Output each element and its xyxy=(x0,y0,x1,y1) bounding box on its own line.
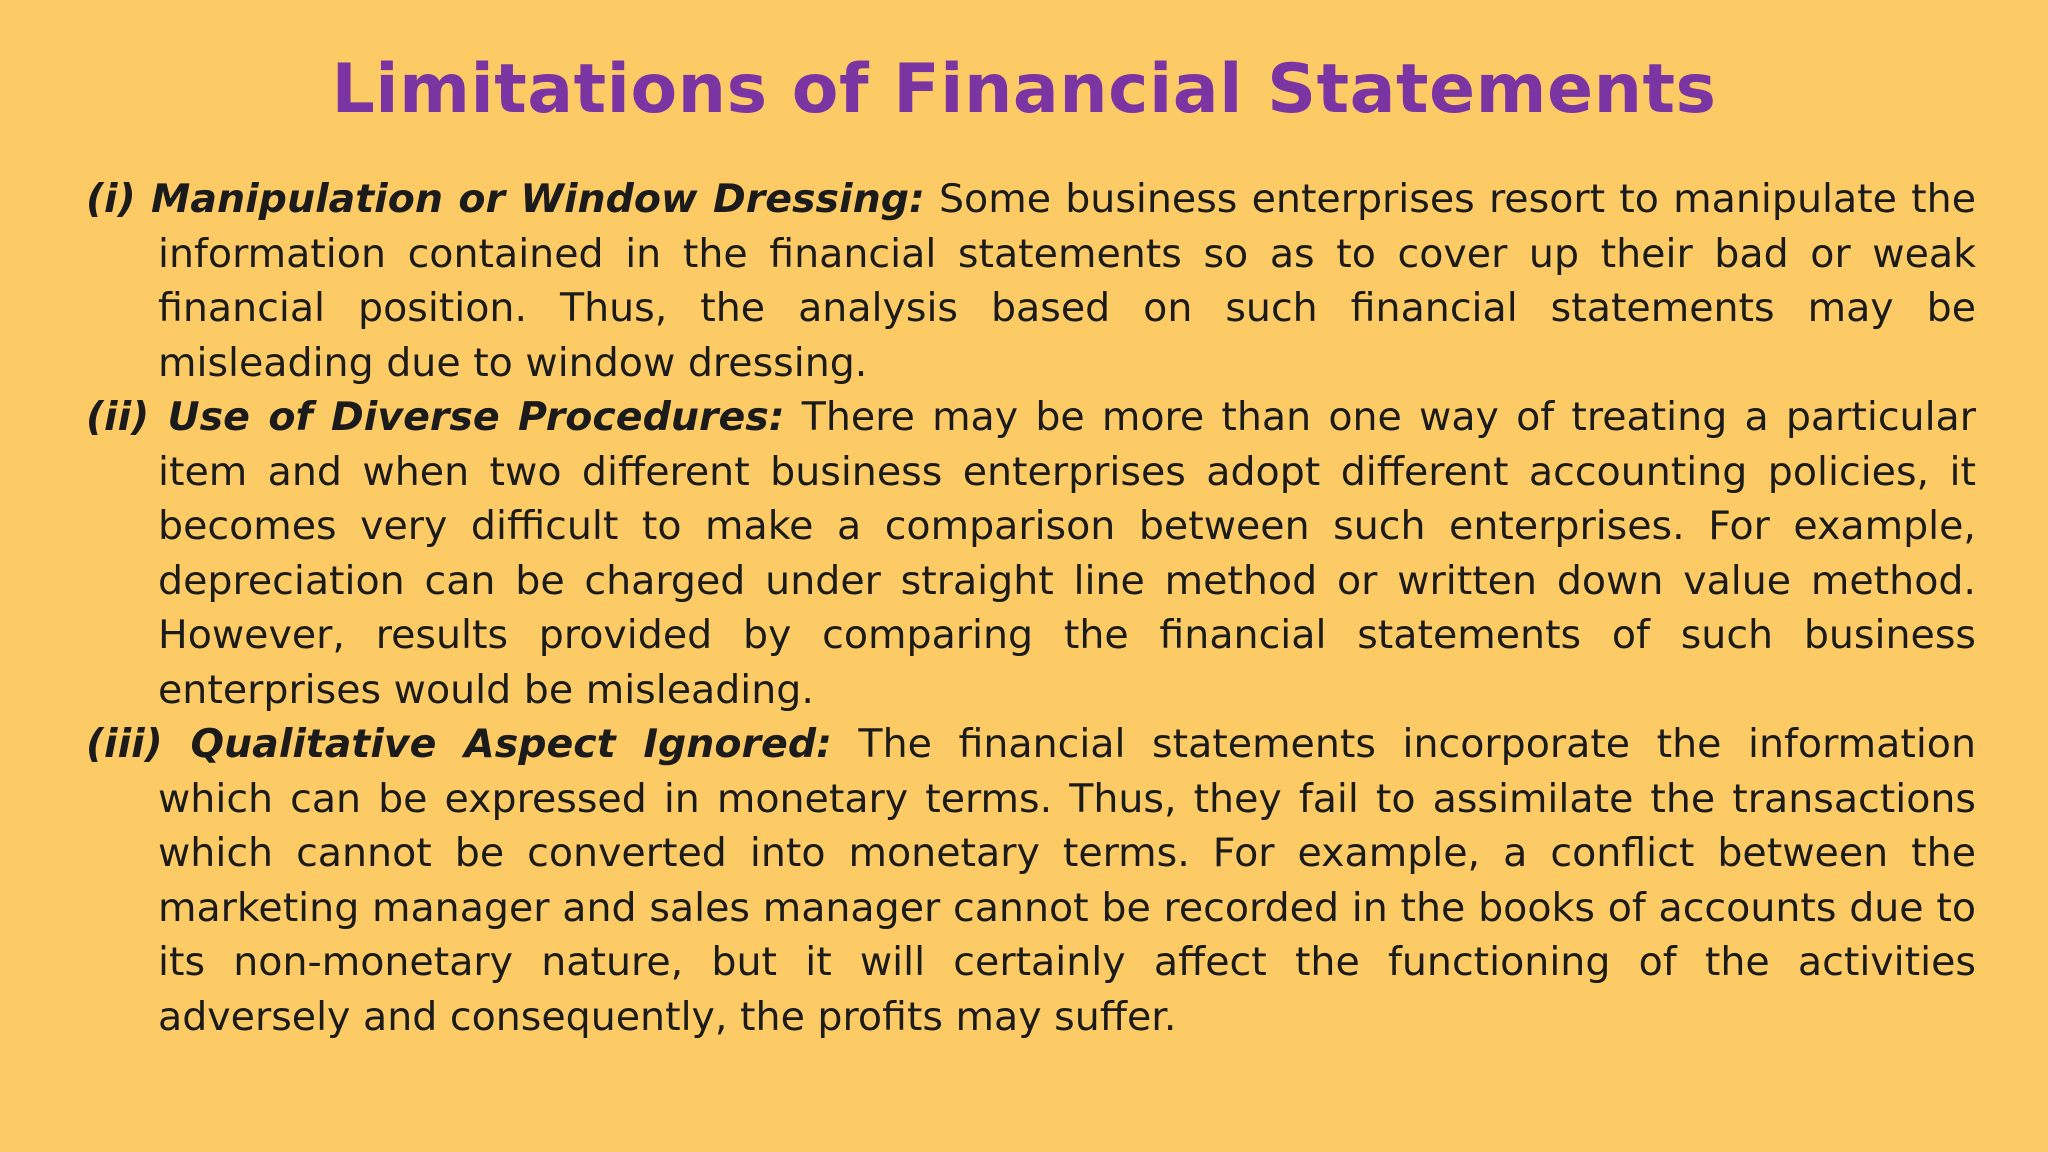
point-body: Some business enterprises resort to manipulate the information contained in the financial statements so as to cover up their bad or weak financial position. Thus, the analysis based on such financial statements may be misleading due to window dressing. xyxy=(158,176,1976,386)
point-heading: (iii) Qualitative Aspect Ignored: xyxy=(86,721,832,767)
point-heading: (i) Manipulation or Window Dressing: xyxy=(86,176,925,222)
point-body: There may be more than one way of treating a particular item and when two different business enterprises adopt different accounting policies, it becomes very difficult to make a comparison between such enterprises. For example, depreciation can be charged under straight line method or written down value method. However, results provided by comparing the financial statements of such business enterprises would be misleading. xyxy=(158,394,1976,713)
slide-title: Limitations of Financial Statements xyxy=(331,50,1717,129)
list-item-manipulation xyxy=(86,172,1976,390)
point-body: The financial statements incorporate the information which can be expressed in monetary terms. Thus, they fail to assimilate the transactions which cannot be converted into monetary terms. For example, a conflict between the marketing manager and sales manager cannot be recorded in the books of accounts due to its non-monetary nature, but it will certainly affect the functioning of the activities adversely and consequently, the profits may suffer. xyxy=(158,721,1976,1040)
list-item-qualitative-aspect xyxy=(86,717,1976,1044)
list-item-diverse-procedures xyxy=(86,390,1976,717)
point-heading: (ii) Use of Diverse Procedures: xyxy=(86,394,785,440)
limitations-list xyxy=(86,172,1976,1044)
